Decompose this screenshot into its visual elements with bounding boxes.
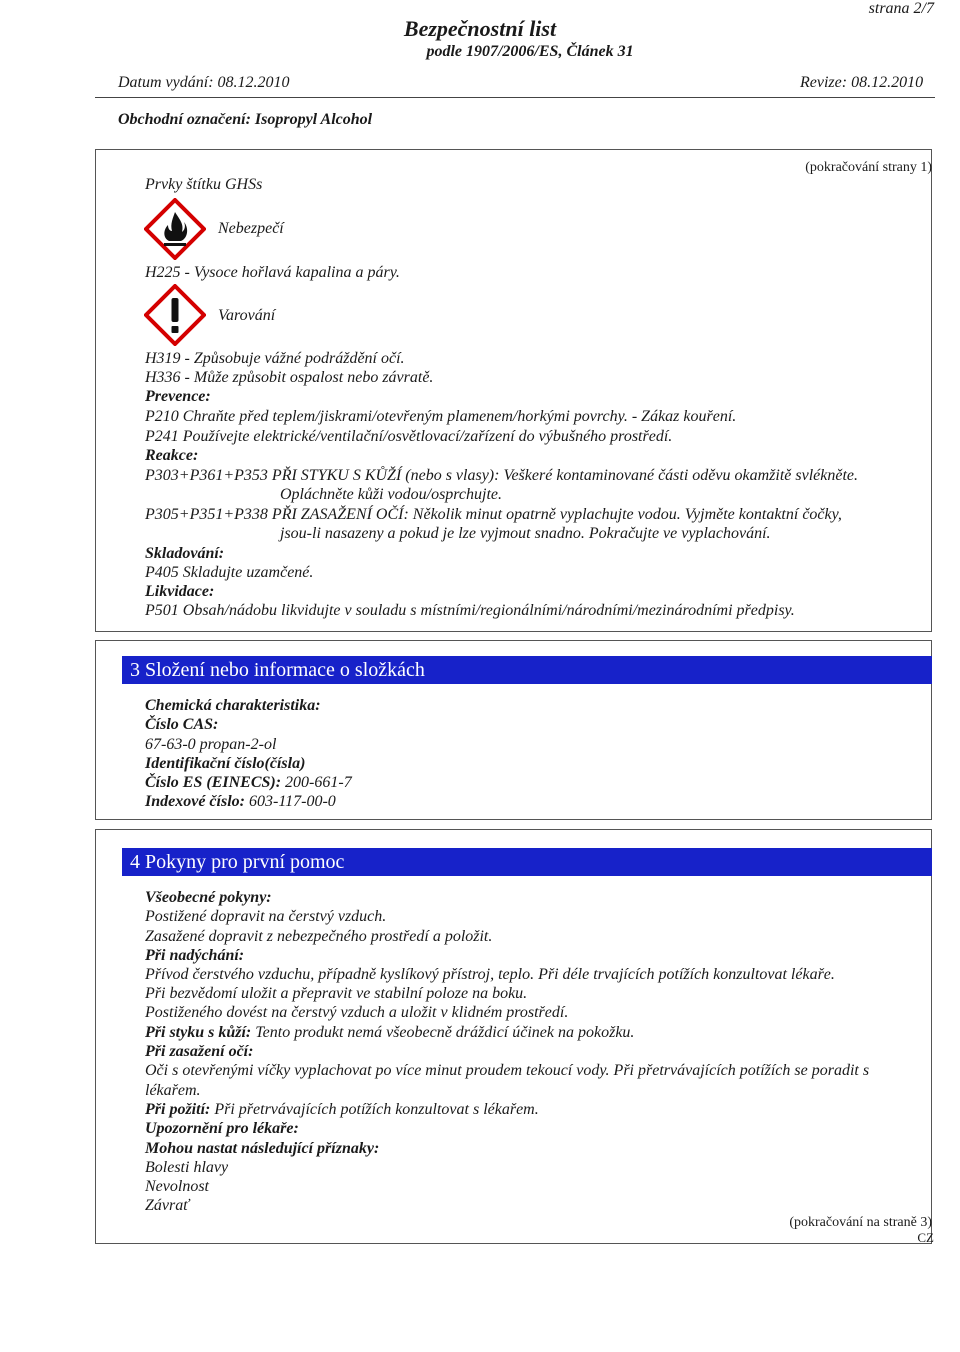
chem-char-label: Chemická charakteristika:	[145, 697, 321, 714]
eye-contact-line-1: Oči s otevřenými víčky vyplachovat po více minut proudem tekoucí vody. Při přetrvávajících potížích se poradit s	[145, 1062, 870, 1079]
p303-statement-cont: Opláchněte kůži vodou/osprchujte.	[280, 486, 503, 503]
language-code: CZ	[917, 1230, 934, 1245]
exclamation-pictogram-icon	[144, 284, 206, 346]
trade-name: Obchodní označení: Isopropyl Alcohol	[118, 111, 373, 128]
ghs-label: Prvky štítku GHSs	[145, 176, 263, 193]
symptoms-heading: Mohou nastat následující příznaky:	[145, 1140, 380, 1157]
ident-label: Identifikační číslo(čísla)	[145, 755, 306, 772]
inhalation-line-1: Přívod čerstvého vzduchu, případně kyslíkový přístroj, teplo. Při déle trvajících potížích konzultovat lékaře.	[145, 966, 835, 983]
p210-statement: P210 Chraňte před teplem/jiskrami/otevřeným plamenem/horkými povrchy. - Zákaz kouření.	[145, 408, 737, 425]
p405-statement: P405 Skladujte uzamčené.	[145, 564, 314, 581]
symptom-item: Závrať	[145, 1197, 190, 1214]
general-heading: Všeobecné pokyny:	[145, 889, 272, 906]
inhalation-heading: Při nadýchání:	[145, 947, 245, 964]
p501-statement: P501 Obsah/nádobu likvidujte v souladu s místními/regionálními/národními/mezinárodními předpisy.	[145, 602, 795, 619]
h319-statement: H319 - Způsobuje vážné podráždění očí.	[145, 350, 405, 367]
doctor-note-heading: Upozornění pro lékaře:	[145, 1120, 299, 1137]
signal-word-warning: Varování	[218, 307, 276, 324]
ingestion-row	[145, 1101, 539, 1119]
h336-statement: H336 - Může způsobit ospalost nebo závratě.	[145, 369, 434, 386]
h225-statement: H225 - Vysoce hořlavá kapalina a páry.	[145, 264, 400, 281]
eye-contact-heading: Při zasažení očí:	[145, 1043, 254, 1060]
eye-contact-line-2: lékařem.	[145, 1082, 201, 1099]
ingestion-text: Při přetrvávajících potížích konzultovat s lékařem.	[210, 1101, 539, 1118]
general-line-1: Postižené dopravit na čerstvý vzduch.	[145, 908, 387, 925]
document-title: Bezpečnostní list	[403, 16, 557, 41]
skin-contact-text: Tento produkt nemá všeobecně dráždicí účinek na pokožku.	[251, 1024, 635, 1041]
es-label: Číslo ES (EINECS):	[145, 774, 282, 791]
es-value: 200-661-7	[281, 774, 352, 791]
inhalation-line-3: Postiženého dovést na čerstvý vzduch a uložit v klidném prostředí.	[145, 1004, 569, 1021]
p303-statement: P303+P361+P353 PŘI STYKU S KŮŽÍ (nebo s vlasy): Veškeré kontaminované části oděvu okamžitě svlékněte.	[145, 467, 858, 484]
signal-word-danger: Nebezpečí	[218, 220, 284, 237]
ingestion-label: Při požití:	[145, 1101, 211, 1118]
skin-contact-label: Při styku s kůží:	[145, 1024, 252, 1041]
section4-title: 4 Pokyny pro první pomoc	[122, 848, 932, 876]
disposal-heading: Likvidace:	[145, 583, 215, 600]
p305-statement-cont: jsou-li nasazeny a pokud je lze vyjmout snadno. Pokračujte ve vyplachování.	[280, 525, 771, 542]
section3-title: 3 Složení nebo informace o složkách	[122, 656, 932, 684]
index-label: Indexové číslo:	[145, 793, 245, 810]
continued-to-note: (pokračování na straně 3)	[789, 1215, 932, 1230]
cas-label: Číslo CAS:	[145, 716, 219, 733]
p241-statement: P241 Používejte elektrické/ventilační/osvětlovací/zařízení do výbušného prostředí.	[145, 428, 673, 445]
flame-pictogram-icon	[144, 198, 206, 260]
symptom-item: Bolesti hlavy	[145, 1159, 229, 1176]
issue-date: Datum vydání: 08.12.2010	[118, 74, 290, 91]
es-number-row	[145, 774, 352, 792]
prevention-heading: Prevence:	[145, 388, 211, 405]
page-number: strana 2/7	[868, 0, 934, 17]
cas-value: 67-63-0 propan-2-ol	[145, 736, 277, 753]
reaction-heading: Reakce:	[145, 447, 199, 464]
document-subtitle: podle 1907/2006/ES, Článek 31	[426, 43, 634, 60]
continued-from-note: (pokračování strany 1)	[805, 160, 932, 175]
header-divider	[95, 97, 935, 98]
index-value: 603-117-00-0	[244, 793, 336, 810]
inhalation-line-2: Při bezvědomí uložit a přepravit ve stabilní poloze na boku.	[145, 985, 528, 1002]
revision-date: Revize: 08.12.2010	[800, 74, 924, 91]
symptom-item: Nevolnost	[145, 1178, 209, 1195]
p305-statement: P305+P351+P338 PŘI ZASAŽENÍ OČÍ: Několik minut opatrně vyplachujte vodou. Vyjměte kontaktní čočky,	[145, 506, 842, 523]
general-line-2: Zasažené dopravit z nebezpečného prostředí a položit.	[145, 928, 493, 945]
index-number-row	[145, 793, 336, 811]
storage-heading: Skladování:	[145, 545, 225, 562]
skin-contact-row	[145, 1024, 634, 1042]
